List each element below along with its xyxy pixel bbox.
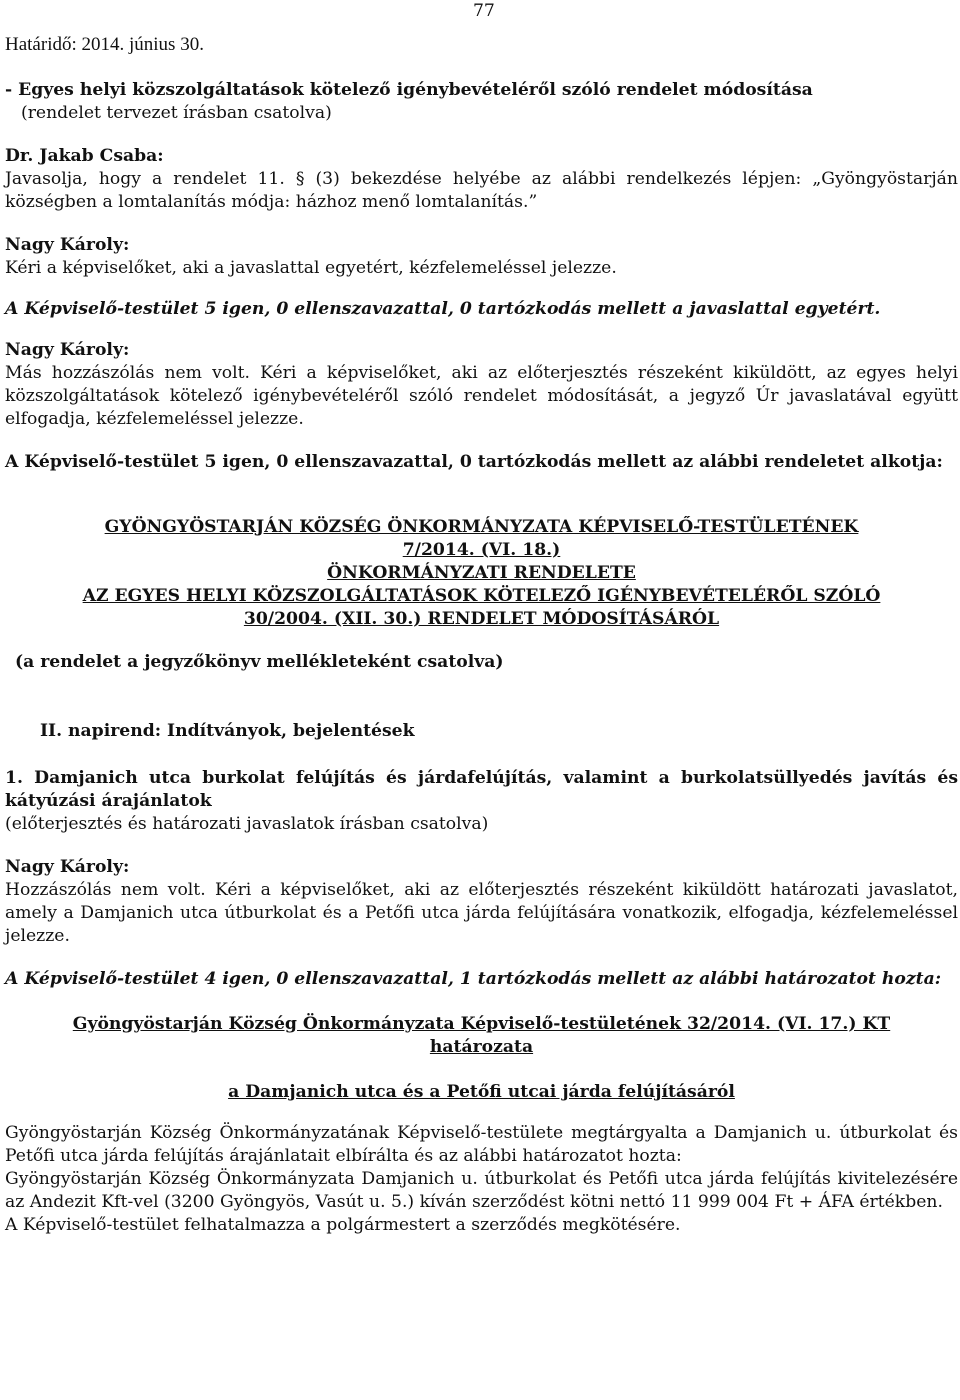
speaker-text: Más hozzászólás nem volt. Kéri a képviselőket, aki az előterjesztés részeként kiküldött, az egyes helyi közszolgáltatások kötelező igénybevételéről szóló rendelet módosítását, a jegyző Úr javaslatával együtt elfogadja, kézfelemeléssel jelezze. xyxy=(5,363,958,429)
decree-attachment-note: (a rendelet a jegyzőkönyv mellékleteként csatolva) xyxy=(15,652,504,672)
speaker-name: Nagy Károly: xyxy=(5,340,130,360)
resolution-body: A Képviselő-testület felhatalmazza a polgármestert a szerződés megkötésére. xyxy=(5,1215,681,1235)
speaker-name: Nagy Károly: xyxy=(5,857,130,877)
decree-heading xyxy=(5,516,958,631)
item-title: 1. Damjanich utca burkolat felújítás és járdafelújítás, valamint a burkolatsüllyedés javítás és kátyúzási árajánlatok xyxy=(5,768,958,811)
speaker-text: Kéri a képviselőket, aki a javaslattal egyetért, kézfelemeléssel jelezze. xyxy=(5,258,617,278)
item-note: (előterjesztés és határozati javaslatok írásban csatolva) xyxy=(5,814,489,834)
deadline-text: Határidő: 2014. június 30. xyxy=(5,34,204,55)
speaker-text: Hozzászólás nem volt. Kéri a képviselőket, aki az előterjesztés részeként kiküldött határozati javaslatot, amely a Damjanich utca útburkolat és a Petőfi utca járda felújítására vonatkozik, elfogadja, kézfelemeléssel jelezze. xyxy=(5,880,958,946)
resolution-heading xyxy=(5,1013,958,1059)
document-page xyxy=(5,0,958,1235)
content-block xyxy=(5,79,958,1237)
page-number: 77 xyxy=(473,1,495,21)
resolution-title: Gyöngyöstarján Község Önkormányzata Képviselő-testületének 32/2014. (VI. 17.) KT xyxy=(72,1014,891,1034)
decree-line: ÖNKORMÁNYZATI RENDELETE xyxy=(327,563,636,583)
speaker-text: Javasolja, hogy a rendelet 11. § (3) bekezdése helyébe az alábbi rendelkezés lépjen: „Gyöngyöstarján községben a lomtalanítás módja: házhoz menő lomtalanítás.” xyxy=(5,169,958,212)
agenda-heading: II. napirend: Indítványok, bejelentések xyxy=(40,721,415,741)
resolution-body: Gyöngyöstarján Község Önkormányzatának Képviselő-testülete megtárgyalta a Damjanich u. útburkolat és Petőfi utca járda felújítás árajánlatait elbírálta és az alábbi határozatot hozta: xyxy=(5,1123,958,1166)
decree-line: AZ EGYES HELYI KÖZSZOLGÁLTATÁSOK KÖTELEZŐ IGÉNYBEVÉTELÉRŐL SZÓLÓ xyxy=(82,586,881,606)
resolution-subject: a Damjanich utca és a Petőfi utcai járda felújításáról xyxy=(228,1082,735,1102)
item-title: - Egyes helyi közszolgáltatások kötelező igénybevételéről szóló rendelet módosítása xyxy=(5,80,813,100)
vote-result: A Képviselő-testület 5 igen, 0 ellenszavazattal, 0 tartózkodás mellett az alábbi rendeletet alkotja: xyxy=(5,452,943,472)
vote-result: A Képviselő-testület 5 igen, 0 ellenszavazattal, 0 tartózkodás mellett a javaslattal egyetért. xyxy=(5,299,881,319)
decree-line: 7/2014. (VI. 18.) xyxy=(402,540,561,560)
resolution-body: Gyöngyöstarján Község Önkormányzata Damjanich u. útburkolat és Petőfi utca járda felújítás kivitelezésére az Andezit Kft-vel (3200 Gyöngyös, Vasút u. 5.) kíván szerződést kötni nettó 11 999 004 Ft + ÁFA értékben. xyxy=(5,1169,958,1212)
page-header xyxy=(5,0,958,60)
speaker-name: Nagy Károly: xyxy=(5,235,130,255)
decree-line: 30/2004. (XII. 30.) RENDELET MÓDOSÍTÁSÁRÓL xyxy=(243,609,720,629)
item-note: (rendelet tervezet írásban csatolva) xyxy=(21,103,332,123)
decree-line: GYÖNGYÖSTARJÁN KÖZSÉG ÖNKORMÁNYZATA KÉPVISELŐ-TESTÜLETÉNEK xyxy=(104,517,859,537)
vote-result: A Képviselő-testület 4 igen, 0 ellenszavazattal, 1 tartózkodás mellett az alábbi határozatot hozta: xyxy=(5,969,942,989)
resolution-title: határozata xyxy=(429,1037,534,1057)
speaker-name: Dr. Jakab Csaba: xyxy=(5,146,164,166)
